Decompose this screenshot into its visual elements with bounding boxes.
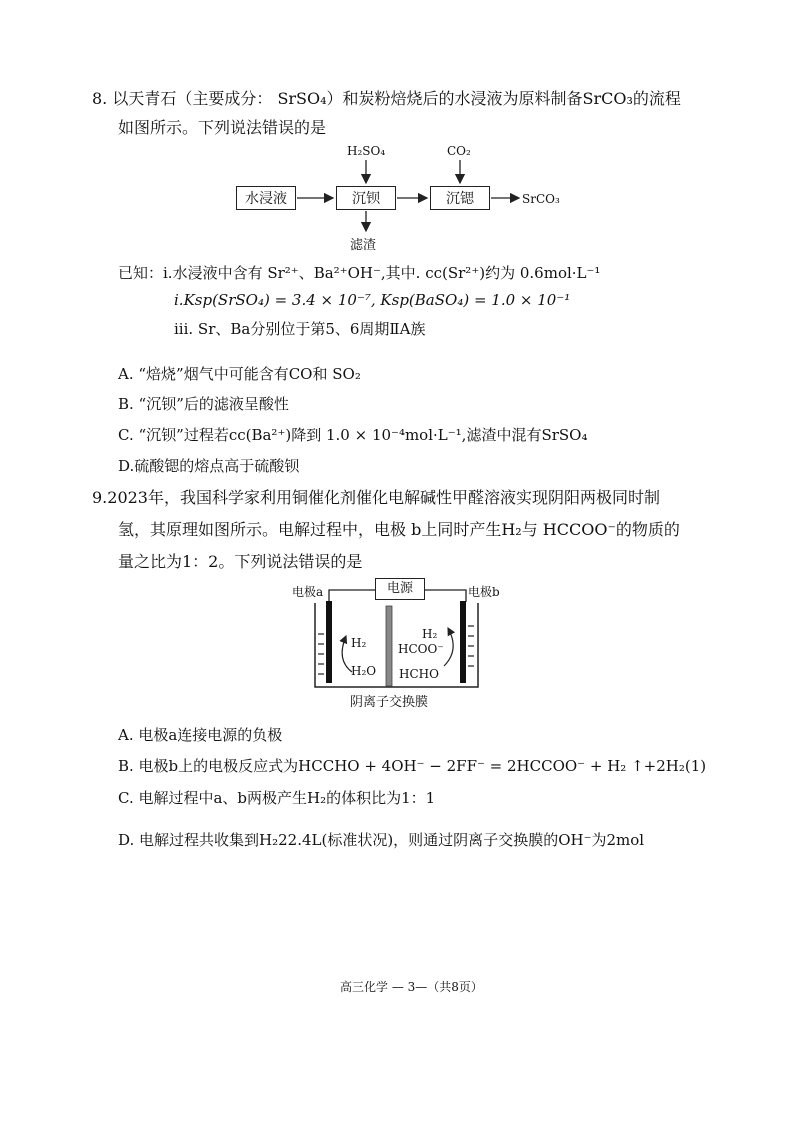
wire-left (329, 590, 375, 602)
label-electrode-b: 电极b (468, 585, 500, 599)
power-source: 电源 (375, 578, 425, 600)
label-right-h2: H₂ (422, 627, 438, 641)
label-right-hcoo: HCOO⁻ (398, 642, 444, 656)
q8-stem-line2: 如图所示。下列说法错误的是 (118, 118, 327, 137)
label-electrode-a: 电极a (292, 585, 324, 599)
q8-option-a: A. “焙烧”烟气中可能含有CO和 SO₂ (118, 365, 361, 383)
q9-option-b: B. 电极b上的电极反应式为HCCHO + 4OH⁻ − 2FF⁻ = 2HCCOO⁻ + H₂ ↑+2H₂(1) (118, 757, 707, 775)
q8-stem-line1: 8. 以天青石（主要成分： SrSO₄）和炭粉焙烧后的水浸液为原料制备SrCO₃的流程 (92, 89, 681, 108)
liquid-marks-right (468, 626, 474, 666)
flow-box-precip-ba: 沉钡 (336, 186, 396, 210)
electrode-b-plate (460, 601, 466, 683)
flow-input-co2: CO₂ (447, 144, 471, 158)
flow-output-residue: 滤渣 (350, 238, 377, 253)
label-left-h2: H₂ (351, 636, 367, 650)
flow-box-precip-sr: 沉锶 (430, 186, 490, 210)
q8-option-b: B. “沉钡”后的滤液呈酸性 (118, 395, 289, 413)
wire-right (425, 590, 466, 602)
q9-stem-line1: 9.2023年，我国科学家利用铜催化剂催化电解碱性甲醛溶液实现阴阳两极同时制 (92, 488, 660, 507)
q9-stem-line3: 量之比为1：2。下列说法错误的是 (118, 552, 363, 571)
q9-stem-line2: 氢，其原理如图所示。电解过程中，电极 b上同时产生H₂与 HCCOO⁻的物质的 (118, 520, 680, 539)
q8-known-3: iii. Sr、Ba分别位于第5、6周期ⅡA族 (174, 320, 426, 338)
q8-option-d: D.硫酸锶的熔点高于硫酸钡 (118, 457, 300, 475)
label-membrane: 阴离子交换膜 (350, 695, 429, 710)
flow-box-leachate: 水浸液 (236, 186, 296, 210)
electrode-a-plate (326, 601, 332, 683)
arrow-hcho-to-products (444, 628, 453, 666)
label-right-hcho: HCHO (399, 667, 439, 681)
q9-option-c: C. 电解过程中a、b两极产生H₂的体积比为1：1 (118, 789, 436, 807)
q8-known-2: i.Ksp(SrSO₄) = 3.4 × 10⁻⁷, Ksp(BaSO₄) = 1.0 × 10⁻¹ (174, 291, 571, 309)
label-left-h2o: H₂O (351, 664, 377, 678)
anion-exchange-membrane (386, 606, 392, 686)
flow-input-h2so4: H₂SO₄ (347, 144, 386, 158)
q9-option-a: A. 电极a连接电源的负极 (118, 726, 283, 744)
q9-option-d: D. 电解过程共收集到H₂22.4L(标准状况)，则通过阴离子交换膜的OH⁻为2mol (118, 831, 645, 849)
q8-option-c: C. “沉钡”过程若cc(Ba²⁺)降到 1.0 × 10⁻⁴mol·L⁻¹,滤渣中混有SrSO₄ (118, 426, 588, 444)
liquid-marks-left (318, 634, 324, 674)
flow-product-srco3: SrCO₃ (522, 192, 560, 206)
q8-known-1: 已知：i.水浸液中含有 Sr²⁺、Ba²⁺OH⁻,其中. cc(Sr²⁺)约为 0.6mol·L⁻¹ (118, 264, 601, 282)
page-footer: 高三化学 — 3—（共8页） (340, 980, 483, 994)
